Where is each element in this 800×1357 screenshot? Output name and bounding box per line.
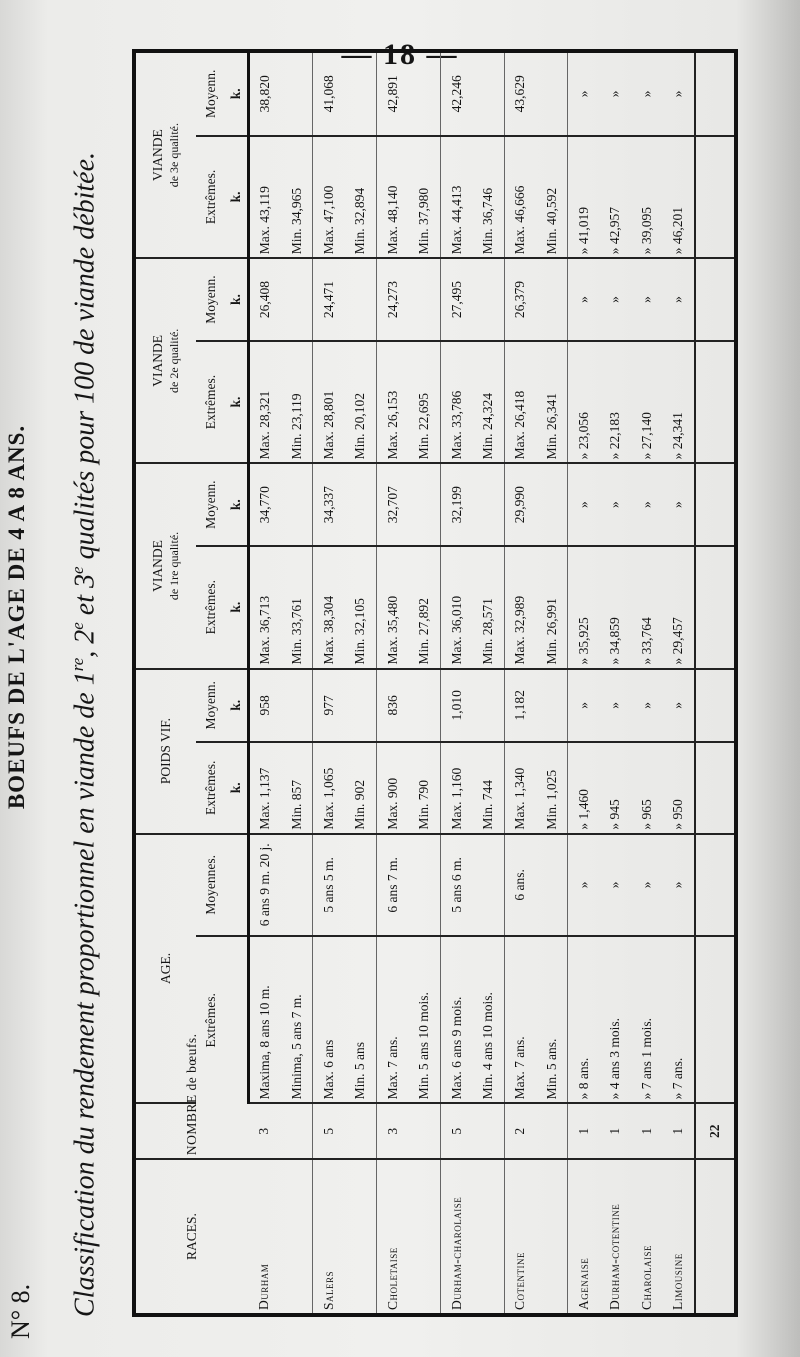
weight-extremes: Min. 902 bbox=[345, 742, 377, 833]
empty-cell bbox=[695, 258, 734, 341]
meat-q3-extremes: Max. 44,413 bbox=[440, 136, 472, 259]
page-number: — 18 — bbox=[341, 38, 459, 71]
meat-q1-average: » bbox=[631, 463, 662, 546]
weight-extremes: Min. 1,025 bbox=[536, 742, 568, 833]
unit-label: k. bbox=[226, 53, 248, 136]
table-row bbox=[408, 53, 440, 1313]
cattle-count bbox=[345, 1103, 377, 1159]
meat-q1-average bbox=[408, 463, 440, 546]
race-name: Durham-charolaise bbox=[448, 1196, 464, 1310]
age-extremes: » 4 ans 3 mois. bbox=[600, 936, 631, 1103]
meat-q3-extremes: Min. 34,965 bbox=[281, 136, 313, 259]
meat-q3-extremes: Min. 40,592 bbox=[536, 136, 568, 259]
meat-q1-extremes: Max. 36,713 bbox=[248, 546, 281, 669]
age-average bbox=[408, 834, 440, 937]
empty-cell bbox=[695, 53, 734, 136]
meat-q3-extremes: Max. 46,666 bbox=[504, 136, 536, 259]
table-row bbox=[631, 53, 662, 1313]
age-extremes: Minima, 5 ans 7 m. bbox=[281, 936, 313, 1103]
meat-q1-average: » bbox=[662, 463, 694, 546]
weight-extremes: Max. 900 bbox=[377, 742, 409, 833]
empty-cell bbox=[695, 1159, 734, 1313]
cattle-count bbox=[408, 1103, 440, 1159]
meat-q3-average bbox=[281, 53, 313, 136]
unit-label: k. bbox=[226, 742, 248, 833]
subheader-moyenn: Moyenn. bbox=[196, 258, 226, 341]
weight-average: 836 bbox=[377, 669, 409, 743]
meat-q1-extremes: » 34,859 bbox=[600, 546, 631, 669]
table-row bbox=[377, 53, 409, 1313]
weight-extremes: Max. 1,160 bbox=[440, 742, 472, 833]
subheader-moyenn: Moyenn. bbox=[196, 669, 226, 743]
meat-q2-average: 24,273 bbox=[377, 258, 409, 341]
meat-q2-extremes: » 24,341 bbox=[662, 341, 694, 464]
weight-average: » bbox=[662, 669, 694, 743]
weight-average: 958 bbox=[248, 669, 281, 743]
age-extremes: Min. 5 ans. bbox=[536, 936, 568, 1103]
subheader-extremes: Extrêmes. bbox=[196, 136, 226, 259]
table-row bbox=[662, 53, 694, 1313]
meat-q3-extremes: Min. 36,746 bbox=[472, 136, 504, 259]
meat-q2-average: » bbox=[568, 258, 600, 341]
age-average: » bbox=[662, 834, 694, 937]
meat-q1-average bbox=[345, 463, 377, 546]
unit-label: k. bbox=[226, 258, 248, 341]
table-heading: BOEUFS DE L'AGE DE 4 A 8 ANS. bbox=[4, 424, 29, 810]
meat-q2-average: » bbox=[631, 258, 662, 341]
meat-q1-extremes: Min. 26,991 bbox=[536, 546, 568, 669]
weight-average: » bbox=[631, 669, 662, 743]
table-row bbox=[281, 53, 313, 1313]
meat-q1-average: 32,707 bbox=[377, 463, 409, 546]
meat-q2-extremes: Max. 33,786 bbox=[440, 341, 472, 464]
table-row bbox=[504, 53, 536, 1313]
header-viande-2: VIANDE de 2e qualité. bbox=[136, 258, 196, 463]
weight-extremes: » 1,460 bbox=[568, 742, 600, 833]
weight-extremes: Max. 1,340 bbox=[504, 742, 536, 833]
meat-q2-average: » bbox=[662, 258, 694, 341]
weight-extremes: Min. 744 bbox=[472, 742, 504, 833]
meat-q1-average bbox=[281, 463, 313, 546]
meat-q2-extremes: Min. 24,324 bbox=[472, 341, 504, 464]
table-number: N° 8. bbox=[6, 1283, 35, 1339]
unit-label: k. bbox=[226, 546, 248, 669]
meat-q2-extremes: Min. 23,119 bbox=[281, 341, 313, 464]
meat-q2-extremes: Min. 26,341 bbox=[536, 341, 568, 464]
meat-q1-average: » bbox=[600, 463, 631, 546]
empty-cell bbox=[695, 546, 734, 669]
meat-q2-extremes: Max. 28,321 bbox=[248, 341, 281, 464]
total-count: 22 bbox=[695, 1103, 734, 1159]
weight-extremes: Max. 1,137 bbox=[248, 742, 281, 833]
meat-q3-extremes: » 41,019 bbox=[568, 136, 600, 259]
meat-q1-average: 34,770 bbox=[248, 463, 281, 546]
cattle-count: 2 bbox=[504, 1103, 536, 1159]
meat-q1-extremes: Max. 38,304 bbox=[313, 546, 345, 669]
age-extremes: » 7 ans 1 mois. bbox=[631, 936, 662, 1103]
subheader-moyenn: Moyenn. bbox=[196, 53, 226, 136]
age-extremes: Min. 5 ans 10 mois. bbox=[408, 936, 440, 1103]
table-subtitle: Classification du rendement proportionnel en viande de 1re, 2e et 3e qualités pour 100 de viande débitée. bbox=[68, 151, 101, 1317]
race-name: Limousine bbox=[670, 1253, 686, 1310]
meat-q2-average bbox=[345, 258, 377, 341]
empty-cell bbox=[695, 463, 734, 546]
weight-extremes: Min. 790 bbox=[408, 742, 440, 833]
weight-average: 1,010 bbox=[440, 669, 472, 743]
meat-q1-extremes: Max. 35,480 bbox=[377, 546, 409, 669]
cattle-count: 1 bbox=[631, 1103, 662, 1159]
empty-cell bbox=[695, 936, 734, 1103]
header-viande-1: VIANDE de 1re qualité. bbox=[136, 463, 196, 668]
race-name: Cotentine bbox=[512, 1252, 528, 1310]
table-row bbox=[248, 53, 281, 1313]
age-extremes: Max. 6 ans 9 mois. bbox=[440, 936, 472, 1103]
race-name: Durham-cotentine bbox=[607, 1203, 623, 1310]
header-poids: POIDS VIF. bbox=[136, 669, 196, 834]
subheader-moyenn: Moyenn. bbox=[196, 463, 226, 546]
unit-label: k. bbox=[226, 341, 248, 464]
weight-extremes: Max. 1,065 bbox=[313, 742, 345, 833]
empty-cell bbox=[695, 669, 734, 743]
subheader-moyennes: Moyennes. bbox=[196, 834, 226, 937]
empty-cell bbox=[695, 341, 734, 464]
meat-q1-extremes: Max. 36,010 bbox=[440, 546, 472, 669]
meat-q3-average: 38,820 bbox=[248, 53, 281, 136]
meat-q2-average bbox=[472, 258, 504, 341]
weight-average bbox=[345, 669, 377, 743]
weight-extremes: » 950 bbox=[662, 742, 694, 833]
meat-q3-extremes: » 39,095 bbox=[631, 136, 662, 259]
race-name: Charolaise bbox=[638, 1244, 654, 1310]
weight-average: » bbox=[600, 669, 631, 743]
age-extremes: Max. 7 ans. bbox=[504, 936, 536, 1103]
meat-q2-extremes: » 23,056 bbox=[568, 341, 600, 464]
header-age: AGE. bbox=[136, 834, 196, 1104]
meat-q3-extremes: Min. 32,894 bbox=[345, 136, 377, 259]
subheader-extremes: Extrêmes. bbox=[196, 546, 226, 669]
meat-q2-average bbox=[281, 258, 313, 341]
meat-q2-extremes: Max. 26,153 bbox=[377, 341, 409, 464]
age-average: 5 ans 5 m. bbox=[313, 834, 345, 937]
cattle-count bbox=[472, 1103, 504, 1159]
meat-q1-extremes: » 33,764 bbox=[631, 546, 662, 669]
weight-average bbox=[281, 669, 313, 743]
meat-q1-average bbox=[536, 463, 568, 546]
meat-q1-extremes: Min. 28,571 bbox=[472, 546, 504, 669]
weight-extremes: Min. 857 bbox=[281, 742, 313, 833]
meat-q3-average: 41,068 bbox=[313, 53, 345, 136]
cattle-count: 1 bbox=[568, 1103, 600, 1159]
meat-q2-extremes: » 27,140 bbox=[631, 341, 662, 464]
unit-label: k. bbox=[226, 463, 248, 546]
meat-q3-average bbox=[408, 53, 440, 136]
cattle-count: 5 bbox=[313, 1103, 345, 1159]
cattle-count: 5 bbox=[440, 1103, 472, 1159]
age-extremes: Maxima, 8 ans 10 m. bbox=[248, 936, 281, 1103]
age-extremes: » 7 ans. bbox=[662, 936, 694, 1103]
meat-q3-average: » bbox=[662, 53, 694, 136]
age-average: » bbox=[568, 834, 600, 937]
weight-average: 977 bbox=[313, 669, 345, 743]
cattle-count: 3 bbox=[377, 1103, 409, 1159]
meat-q3-extremes: Max. 43,119 bbox=[248, 136, 281, 259]
race-name: Agenaise bbox=[576, 1257, 592, 1310]
cattle-count: 1 bbox=[600, 1103, 631, 1159]
cattle-count bbox=[281, 1103, 313, 1159]
meat-q3-average: 43,629 bbox=[504, 53, 536, 136]
meat-q1-extremes: Min. 33,761 bbox=[281, 546, 313, 669]
meat-q3-extremes: Max. 47,100 bbox=[313, 136, 345, 259]
age-extremes: Min. 4 ans 10 mois. bbox=[472, 936, 504, 1103]
race-name bbox=[472, 1159, 504, 1313]
meat-q1-extremes: Min. 27,892 bbox=[408, 546, 440, 669]
meat-q2-average: 26,408 bbox=[248, 258, 281, 341]
meat-q1-extremes: » 29,457 bbox=[662, 546, 694, 669]
table-row bbox=[600, 53, 631, 1313]
meat-q3-average bbox=[472, 53, 504, 136]
table-row bbox=[345, 53, 377, 1313]
meat-q3-average: » bbox=[568, 53, 600, 136]
classification-table bbox=[132, 49, 738, 1317]
meat-q3-extremes: Max. 48,140 bbox=[377, 136, 409, 259]
empty-cell bbox=[695, 834, 734, 937]
table-row bbox=[568, 53, 600, 1313]
meat-q2-extremes: Max. 28,801 bbox=[313, 341, 345, 464]
meat-q3-average bbox=[536, 53, 568, 136]
meat-q1-average: 29,990 bbox=[504, 463, 536, 546]
age-extremes: Min. 5 ans bbox=[345, 936, 377, 1103]
meat-q1-extremes: Max. 32,989 bbox=[504, 546, 536, 669]
race-name bbox=[536, 1159, 568, 1313]
meat-q3-extremes: » 46,201 bbox=[662, 136, 694, 259]
age-average: 5 ans 6 m. bbox=[440, 834, 472, 937]
table-body bbox=[248, 53, 734, 1313]
age-average bbox=[536, 834, 568, 937]
meat-q2-average: 24,471 bbox=[313, 258, 345, 341]
meat-q2-average: 26,379 bbox=[504, 258, 536, 341]
meat-q1-average: » bbox=[568, 463, 600, 546]
meat-q3-average: 42,246 bbox=[440, 53, 472, 136]
age-average: 6 ans 9 m. 20 j. bbox=[248, 834, 281, 937]
age-average bbox=[345, 834, 377, 937]
meat-q1-extremes: » 35,925 bbox=[568, 546, 600, 669]
subheader-extremes: Extrêmes. bbox=[203, 993, 218, 1048]
meat-q3-extremes: » 42,957 bbox=[600, 136, 631, 259]
cattle-count bbox=[536, 1103, 568, 1159]
subheader-extremes: Extrêmes. bbox=[196, 742, 226, 833]
weight-average: 1,182 bbox=[504, 669, 536, 743]
meat-q3-average: » bbox=[631, 53, 662, 136]
weight-average bbox=[472, 669, 504, 743]
meat-q2-extremes: Min. 22,695 bbox=[408, 341, 440, 464]
header-nombre: NOMBRE de bœufs. bbox=[136, 1103, 248, 1159]
meat-q3-average bbox=[345, 53, 377, 136]
empty-cell bbox=[695, 136, 734, 259]
weight-average bbox=[408, 669, 440, 743]
cattle-count: 3 bbox=[248, 1103, 281, 1159]
meat-q2-extremes: Max. 26,418 bbox=[504, 341, 536, 464]
meat-q1-average bbox=[472, 463, 504, 546]
empty-cell bbox=[695, 742, 734, 833]
weight-extremes: » 965 bbox=[631, 742, 662, 833]
meat-q3-extremes: Min. 37,980 bbox=[408, 136, 440, 259]
age-average bbox=[472, 834, 504, 937]
age-extremes: Max. 7 ans. bbox=[377, 936, 409, 1103]
meat-q3-average: 42,891 bbox=[377, 53, 409, 136]
header-races: RACES. bbox=[184, 1213, 199, 1261]
weight-extremes: » 945 bbox=[600, 742, 631, 833]
age-extremes: Max. 6 ans bbox=[313, 936, 345, 1103]
meat-q2-extremes: Min. 20,102 bbox=[345, 341, 377, 464]
table-row bbox=[472, 53, 504, 1313]
weight-average bbox=[536, 669, 568, 743]
meat-q2-average bbox=[536, 258, 568, 341]
table-row bbox=[313, 53, 345, 1313]
age-extremes: » 8 ans. bbox=[568, 936, 600, 1103]
race-name bbox=[408, 1159, 440, 1313]
age-average bbox=[281, 834, 313, 937]
age-average: » bbox=[600, 834, 631, 937]
meat-q2-average: 27,495 bbox=[440, 258, 472, 341]
race-name bbox=[281, 1159, 313, 1313]
meat-q2-extremes: » 22,183 bbox=[600, 341, 631, 464]
header-viande-3: VIANDE de 3e qualité. bbox=[136, 53, 196, 258]
meat-q2-average: » bbox=[600, 258, 631, 341]
weight-average: » bbox=[568, 669, 600, 743]
meat-q1-extremes: Min. 32,105 bbox=[345, 546, 377, 669]
meat-q3-average: » bbox=[600, 53, 631, 136]
total-row bbox=[695, 53, 734, 1313]
meat-q2-average bbox=[408, 258, 440, 341]
meat-q1-average: 32,199 bbox=[440, 463, 472, 546]
cattle-count: 1 bbox=[662, 1103, 694, 1159]
age-average: 6 ans 7 m. bbox=[377, 834, 409, 937]
subheader-extremes: Extrêmes. bbox=[196, 341, 226, 464]
race-name: Choletaise bbox=[384, 1247, 400, 1310]
race-name bbox=[345, 1159, 377, 1313]
unit-label: k. bbox=[226, 136, 248, 259]
unit-label: k. bbox=[226, 669, 248, 743]
meat-q1-average: 34,337 bbox=[313, 463, 345, 546]
age-average: » bbox=[631, 834, 662, 937]
race-name: Durham bbox=[256, 1263, 272, 1310]
table-row bbox=[440, 53, 472, 1313]
race-name: Salers bbox=[321, 1270, 337, 1310]
age-average: 6 ans. bbox=[504, 834, 536, 937]
table-row bbox=[536, 53, 568, 1313]
